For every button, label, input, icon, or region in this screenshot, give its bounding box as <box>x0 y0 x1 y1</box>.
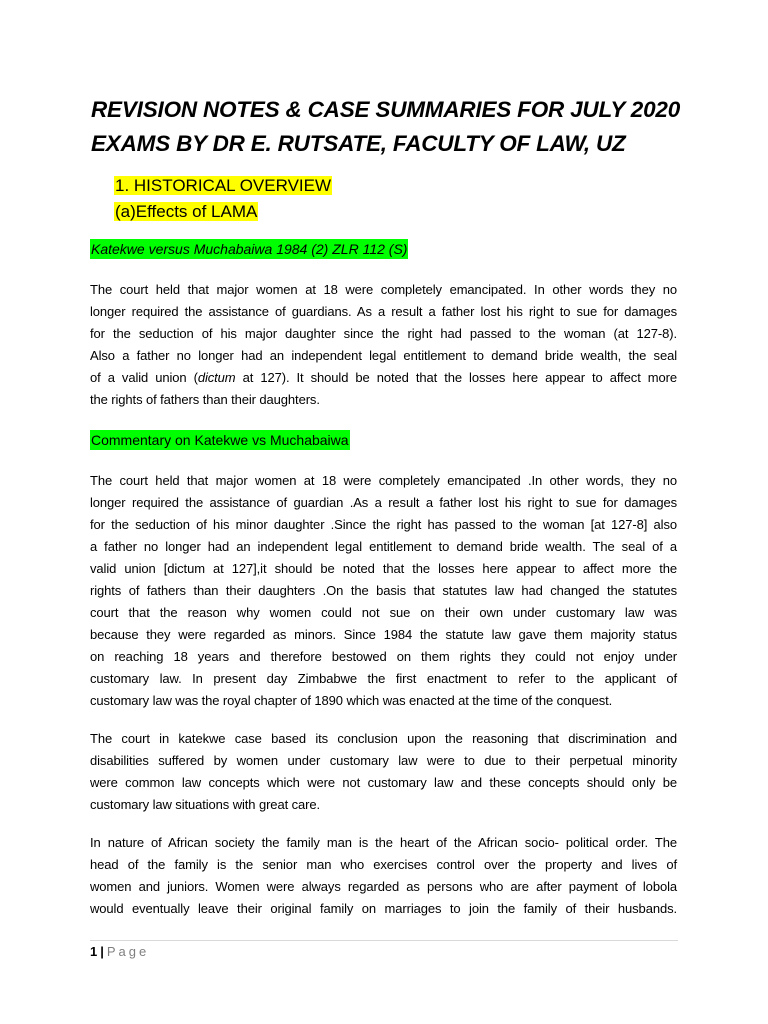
section-heading: 1. HISTORICAL OVERVIEW <box>115 176 332 195</box>
sub-heading: (a)Effects of LAMA <box>115 202 258 221</box>
paragraph-african-society <box>90 832 677 920</box>
text-line: customary law. In present day Zimbabwe the first enactment to refer to the applicant of <box>90 671 677 686</box>
text-line: longer required the assistance of guardian .As a result a father lost his right to sue for damages <box>90 495 677 510</box>
paragraph-reasoning <box>90 728 677 816</box>
text-line: women and juniors. Women were always regarded as persons who are after payment of lobola <box>90 879 677 894</box>
text-line: would eventually leave their original family on marriages to join the family of their husbands. <box>90 901 677 916</box>
footer-divider <box>90 940 678 941</box>
case-heading: Katekwe versus Muchabaiwa 1984 (2) ZLR 112 (S) <box>91 241 408 257</box>
text-line: Also a father no longer had an independent legal entitlement to demand bride wealth, the seal <box>90 348 677 363</box>
text-fragment: at 127). It should be noted that the losses here appear to affect more <box>235 370 677 385</box>
text-line: In nature of African society the family man is the heart of the African socio- political order. The <box>90 835 677 850</box>
text-line: The court held that major women at 18 were completely emancipated .In other words, they no <box>90 473 677 488</box>
text-line: customary law situations with great care. <box>90 797 320 812</box>
text-line: were common law concepts which were not customary law and these concepts should only be <box>90 775 677 790</box>
text-line: for the seduction of his minor daughter .Since the right has passed to the woman [at 127-8] also <box>90 517 677 532</box>
page-number: 1 <box>90 944 98 959</box>
text-line: on reaching 18 years and therefore bestowed on them rights they could not enjoy under <box>90 649 677 664</box>
commentary-heading: Commentary on Katekwe vs Muchabaiwa <box>91 432 349 448</box>
text-line: for the seduction of his major daughter since the right had passed to the woman (at 127-8). <box>90 326 677 341</box>
text-line: rights of fathers than their daughters .On the basis that statutes law had changed the statutes <box>90 583 677 598</box>
text-line: disabilities suffered by women under customary law were to due to their perpetual minority <box>90 753 677 768</box>
italic-term: dictum <box>197 370 236 385</box>
document-title: REVISION NOTES & CASE SUMMARIES FOR JULY 2020 EXAMS BY DR E. RUTSATE, FACULTY OF LAW, UZ <box>91 97 681 156</box>
text-line: because they were regarded as minors. Since 1984 the statute law gave them majority status <box>90 627 677 642</box>
text-line: The court held that major women at 18 were completely emancipated. In other words they no <box>90 282 677 297</box>
paragraph-case-summary <box>90 279 677 411</box>
text-line: The court in katekwe case based its conclusion upon the reasoning that discrimination and <box>90 731 677 746</box>
text-line: customary law was the royal chapter of 1890 which was enacted at the time of the conquest. <box>90 693 613 708</box>
text-line: a father no longer had an independent legal entitlement to demand bride wealth. The seal of a <box>90 539 677 554</box>
footer-separator: | <box>100 944 104 959</box>
text-fragment: of a valid union ( <box>90 370 198 385</box>
section-heading-block <box>114 173 332 225</box>
paragraph-commentary <box>90 470 677 712</box>
text-line: head of the family is the senior man who exercises control over the property and lives of <box>90 857 677 872</box>
text-line: court that the reason why women could not sue on their own under customary law was <box>90 605 677 620</box>
page-label: Page <box>106 944 150 959</box>
page-footer <box>90 943 149 961</box>
text-line: the rights of fathers than their daughters. <box>90 392 320 407</box>
text-line <box>90 367 677 389</box>
text-line: valid union [dictum at 127],it should be noted that the losses here appear to affect more the <box>90 561 677 576</box>
text-line: longer required the assistance of guardians. As a result a father lost his right to sue for damages <box>90 304 677 319</box>
